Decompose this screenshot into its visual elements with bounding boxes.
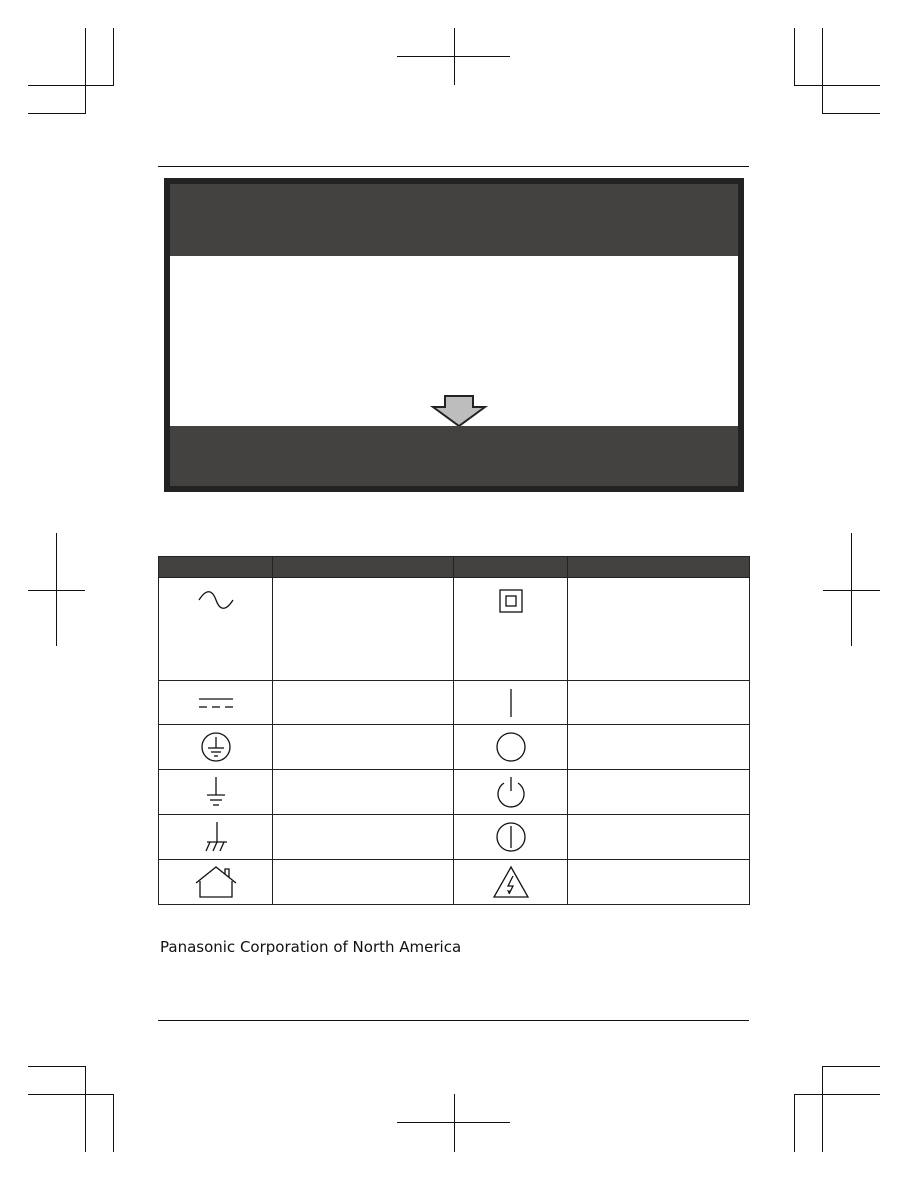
symbols-table <box>158 556 750 905</box>
table-header-row <box>159 557 750 578</box>
protective-earth-icon <box>200 731 232 763</box>
class-ii-double-insulation-icon <box>498 588 524 614</box>
power-on-off-push-icon <box>495 821 527 853</box>
symbol-cell <box>159 681 273 725</box>
crop-mark <box>397 1122 510 1123</box>
table-row <box>159 815 750 860</box>
crop-mark <box>794 1094 795 1152</box>
symbol-cell <box>159 815 273 860</box>
standby-power-icon <box>495 775 527 809</box>
down-arrow-icon <box>430 394 488 428</box>
description-cell <box>273 860 454 905</box>
crop-mark <box>822 1066 880 1067</box>
header-rule <box>158 166 749 167</box>
symbol-cell <box>159 860 273 905</box>
table-header-cell <box>159 557 273 578</box>
crop-mark <box>822 113 880 114</box>
description-cell <box>273 815 454 860</box>
crop-mark <box>28 590 85 591</box>
crop-mark <box>85 28 86 114</box>
description-cell <box>273 578 454 681</box>
notice-box <box>164 178 744 492</box>
crop-mark <box>85 1066 86 1152</box>
crop-mark <box>28 113 85 114</box>
company-name: Panasonic Corporation of North America <box>160 938 462 956</box>
crop-mark <box>454 1094 455 1152</box>
table-header-cell <box>568 557 750 578</box>
crop-mark <box>28 85 113 86</box>
crop-mark <box>28 1066 85 1067</box>
electric-shock-warning-icon <box>492 865 530 899</box>
crop-mark <box>822 28 823 114</box>
description-cell <box>273 725 454 770</box>
description-cell <box>568 770 750 815</box>
notice-footer-band <box>170 426 738 486</box>
alternating-current-icon <box>196 590 236 610</box>
crop-mark <box>113 1094 114 1152</box>
power-off-circle-icon <box>495 731 527 763</box>
crop-mark <box>823 590 880 591</box>
table-header-cell <box>273 557 454 578</box>
crop-mark <box>28 1094 113 1095</box>
symbol-cell <box>454 681 568 725</box>
footer-rule <box>158 1020 749 1021</box>
symbol-cell <box>454 725 568 770</box>
notice-header-band <box>170 184 738 256</box>
indoor-use-only-icon <box>194 865 238 899</box>
earth-ground-icon <box>204 775 228 809</box>
power-on-line-icon <box>506 687 516 719</box>
crop-mark <box>794 28 795 86</box>
table-header-cell <box>454 557 568 578</box>
table-row <box>159 681 750 725</box>
chassis-ground-icon <box>202 820 230 854</box>
symbol-cell <box>454 578 568 681</box>
description-cell <box>273 770 454 815</box>
description-cell <box>568 860 750 905</box>
symbol-cell <box>454 815 568 860</box>
crop-mark <box>113 28 114 86</box>
table-row <box>159 725 750 770</box>
description-cell <box>568 578 750 681</box>
table-row <box>159 578 750 681</box>
crop-mark <box>794 1094 880 1095</box>
symbol-cell <box>159 770 273 815</box>
crop-mark <box>397 56 510 57</box>
description-cell <box>273 681 454 725</box>
table-row <box>159 860 750 905</box>
table-row <box>159 770 750 815</box>
symbol-cell <box>454 860 568 905</box>
symbol-cell <box>159 578 273 681</box>
crop-mark <box>794 85 880 86</box>
symbol-cell <box>159 725 273 770</box>
symbol-cell <box>454 770 568 815</box>
direct-current-icon <box>196 695 236 711</box>
description-cell <box>568 681 750 725</box>
description-cell <box>568 815 750 860</box>
description-cell <box>568 725 750 770</box>
crop-mark <box>822 1066 823 1152</box>
